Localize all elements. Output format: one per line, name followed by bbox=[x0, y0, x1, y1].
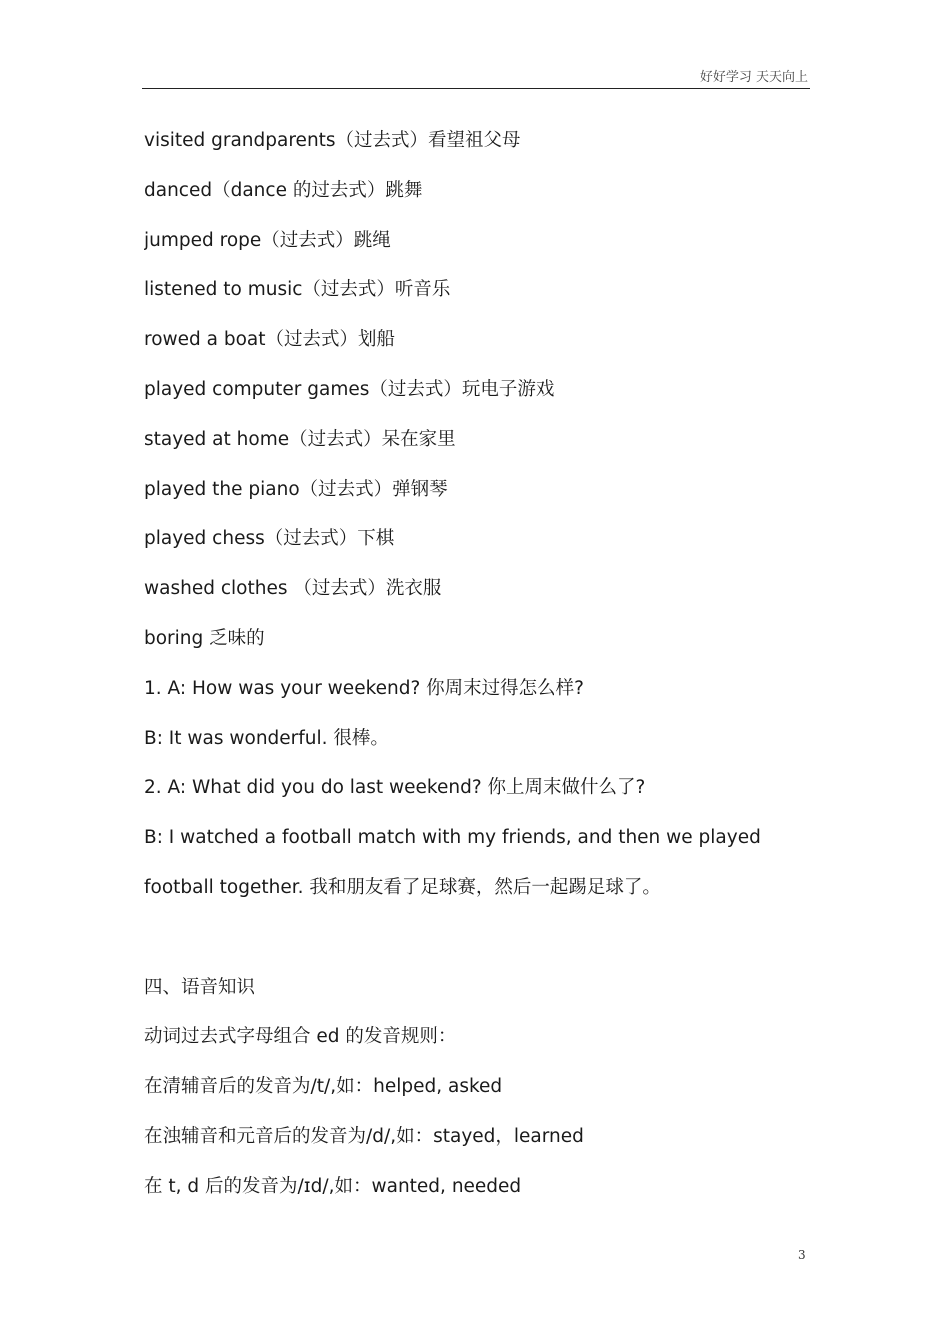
dialogue-line: 2. A: What did you do last weekend? 你上周末做什么了? bbox=[144, 777, 646, 799]
blank-line bbox=[144, 921, 810, 971]
dialogue-line: 1. A: How was your weekend? 你周末过得怎么样? bbox=[144, 677, 584, 699]
vocab-line: listened to music（过去式）听音乐 bbox=[144, 279, 451, 301]
vocab-line: washed clothes （过去式）洗衣服 bbox=[144, 578, 442, 600]
vocab-line: played the piano（过去式）弹钢琴 bbox=[144, 478, 448, 500]
phonics-line: 在清辅音后的发音为/t/,如：helped, asked bbox=[144, 1076, 503, 1098]
dialogue-line: B: I watched a football match with my friends, and then we played bbox=[144, 827, 761, 849]
vocab-line: rowed a boat（过去式）划船 bbox=[144, 329, 396, 351]
vocab-line: played chess（过去式）下棋 bbox=[144, 528, 395, 550]
vocab-line: jumped rope（过去式）跳绳 bbox=[144, 229, 391, 251]
dialogue-line: football together. 我和朋友看了足球赛，然后一起踢足球了。 bbox=[144, 876, 661, 898]
dialogue-line: B: It was wonderful. 很棒。 bbox=[144, 727, 389, 749]
vocab-line: stayed at home（过去式）呆在家里 bbox=[144, 428, 456, 450]
vocab-line: visited grandparents（过去式）看望祖父母 bbox=[144, 130, 521, 151]
vocab-line: boring 乏味的 bbox=[144, 627, 265, 649]
page-number: 3 bbox=[798, 1248, 806, 1262]
vocab-line: danced（dance 的过去式）跳舞 bbox=[144, 179, 423, 201]
vocab-line: played computer games（过去式）玩电子游戏 bbox=[144, 378, 555, 400]
phonics-line: 动词过去式字母组合 ed 的发音规则： bbox=[144, 1026, 457, 1048]
header-slogan: 好好学习 天天向上 bbox=[699, 70, 808, 85]
phonics-line: 在浊辅音和元音后的发音为/d/,如：stayed，learned bbox=[144, 1125, 584, 1147]
phonics-line: 在 t, d 后的发音为/ɪd/,如：wanted, needed bbox=[144, 1175, 522, 1197]
document-body bbox=[144, 124, 810, 1220]
header-divider bbox=[142, 88, 810, 89]
section-heading: 四、语音知识 bbox=[144, 976, 256, 998]
